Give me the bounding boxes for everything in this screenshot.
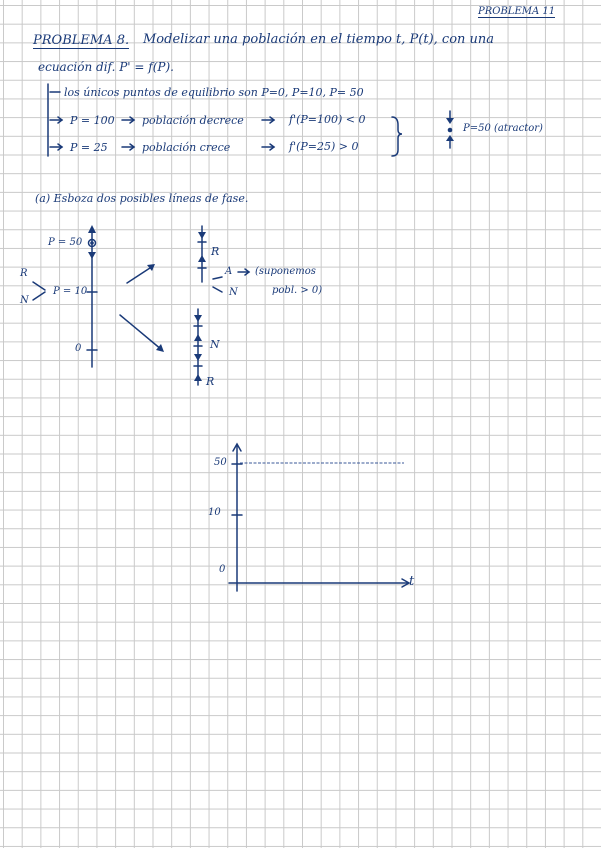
corner-title: PROBLEMA 11 bbox=[478, 6, 556, 17]
bullet-p25-left: P = 25 bbox=[70, 141, 108, 154]
graph-x-axis-label: t bbox=[409, 574, 415, 589]
sketch-letter-r-lower: R bbox=[206, 375, 215, 388]
sketch-note-line1: (suponemos bbox=[255, 266, 316, 277]
attractor-mini-phase-line bbox=[446, 111, 454, 148]
phase-label-0: 0 bbox=[75, 343, 82, 354]
problem-number-label: PROBLEMA 8. bbox=[33, 33, 130, 48]
bullet-arrows bbox=[48, 84, 274, 156]
graph-ytick-10: 10 bbox=[208, 507, 221, 518]
phase-letter-r: R bbox=[20, 268, 28, 279]
bullet-p100-left: P = 100 bbox=[70, 114, 115, 127]
sketch-letter-r-top: R bbox=[211, 245, 220, 258]
curly-brace bbox=[392, 117, 402, 156]
sketch-letter-n-lower: N bbox=[210, 338, 220, 351]
bullet-p25-middle: población crece bbox=[142, 141, 231, 154]
bullet-p100-middle: población decrece bbox=[142, 114, 244, 127]
part-a-prompt: (a) Esboza dos posibles líneas de fase. bbox=[35, 192, 249, 205]
sketch-letter-n: N bbox=[229, 287, 238, 298]
upper-sketch bbox=[198, 226, 249, 292]
graph-ytick-0: 0 bbox=[219, 564, 226, 575]
sketch-letter-a: A bbox=[225, 266, 233, 277]
diagonal-arrows bbox=[120, 264, 164, 352]
phase-letter-n: N bbox=[20, 295, 29, 306]
attractor-note: P=50 (atractor) bbox=[463, 123, 543, 134]
sketch-note-line2: pobl. > 0) bbox=[272, 285, 323, 296]
left-phase-line bbox=[33, 225, 97, 367]
lower-sketch bbox=[194, 309, 202, 385]
bullet-p25-right: f'(P=25) > 0 bbox=[289, 140, 359, 153]
problem-statement-line1: Modelizar una población en el tiempo t, P(t), con una bbox=[143, 32, 495, 47]
graph-axes bbox=[229, 444, 409, 591]
phase-label-10: P = 10 bbox=[53, 286, 88, 297]
bullet-p100-right: f'(P=100) < 0 bbox=[289, 113, 366, 126]
bullet-equilibria: los únicos puntos de equilibrio son P=0, P=10, P= 50 bbox=[64, 86, 364, 99]
problem-statement-line2: ecuación dif. P' = f(P). bbox=[38, 60, 174, 74]
phase-label-50: P = 50 bbox=[48, 237, 83, 248]
graph-ytick-50: 50 bbox=[214, 457, 227, 468]
